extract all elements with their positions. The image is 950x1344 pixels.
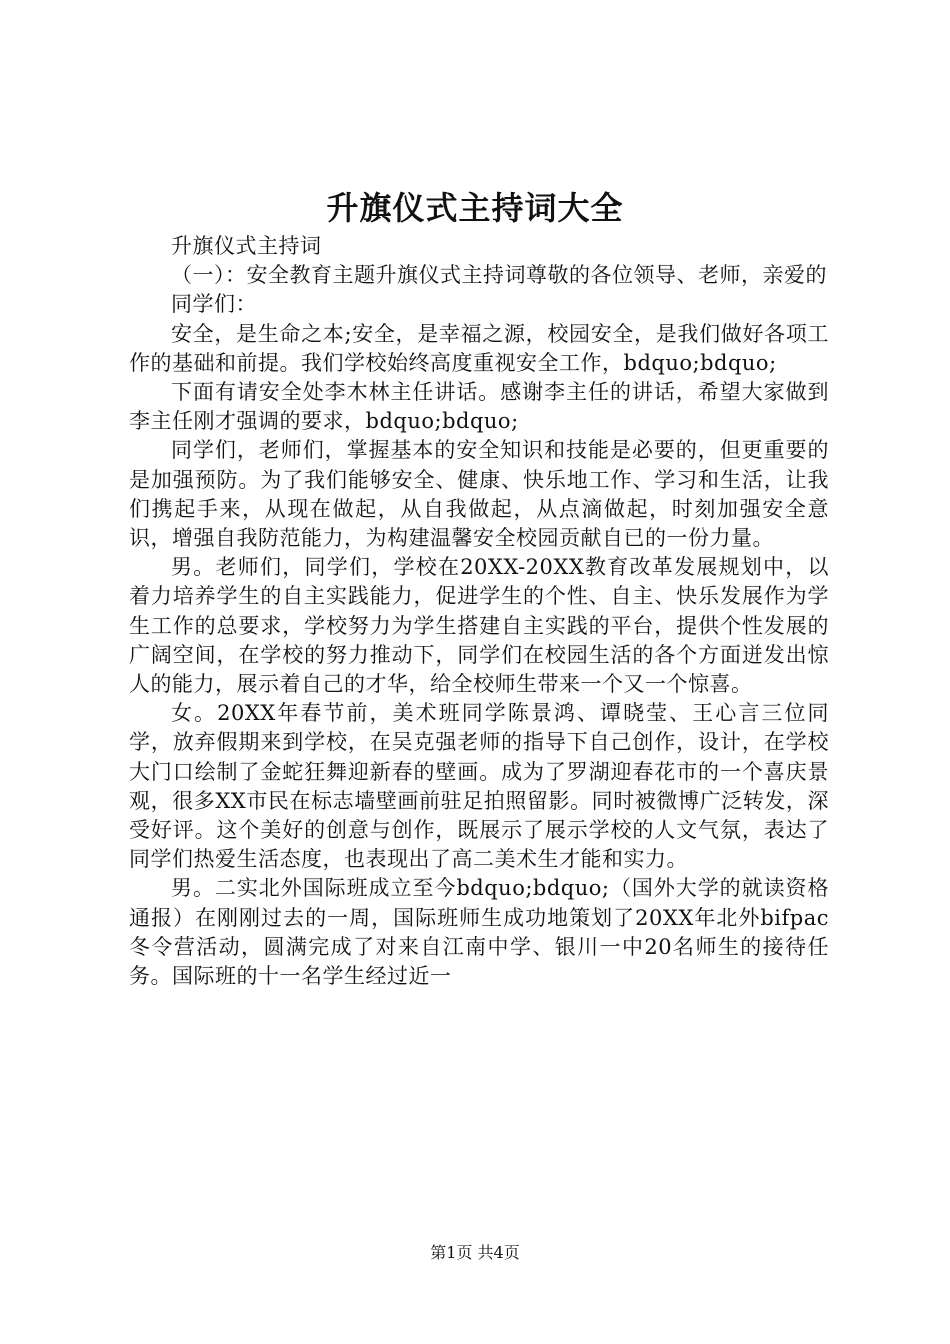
paragraph: 男。老师们，同学们，学校在20XX-20XX教育改革发展规划中，以着力培养学生的自主实践能力，促进学生的个性、自主、快乐发展作为学生工作的总要求，学校努力为学生搭建自主实践的平台，提供个性发展的广阔空间，在学校的努力推动下，同学们在校园生活的各个方面迸发出惊人的能力，展示着自己的才华，给全校师生带来一个又一个惊喜。 xyxy=(129,555,829,697)
page-number: 第1页 共4页 xyxy=(430,1243,520,1262)
paragraph: 同学们，老师们，掌握基本的安全知识和技能是必要的，但更重要的是加强预防。为了我们能够安全、健康、快乐地工作、学习和生活，让我们携起手来，从现在做起，从自我做起，从点滴做起，时刻加强安全意识，增强自我防范能力，为构建温馨安全校园贡献自已的一份力量。 xyxy=(129,438,829,551)
paragraph: 安全，是生命之本;安全，是幸福之源，校园安全，是我们做好各项工作的基础和前提。我们学校始终高度重视安全工作，bdquo;bdquo; xyxy=(129,321,829,375)
paragraph-heading: 升旗仪式主持词 xyxy=(171,234,322,258)
paragraph: 下面有请安全处李木林主任讲话。感谢李主任的讲话，希望大家做到李主任刚才强调的要求，bdquo;bdquo; xyxy=(129,380,829,434)
document-body xyxy=(129,232,829,991)
paragraph: 男。二实北外国际班成立至今bdquo;bdquo;（国外大学的就读资格通报）在刚刚过去的一周，国际班师生成功地策划了20XX年北外bifpac冬令营活动，圆满完成了对来自江南中学、银川一中20名师生的接待任务。国际班的十一名学生经过近一 xyxy=(129,876,829,989)
paragraph: 同学们： xyxy=(171,292,257,317)
page-title: 升旗仪式主持词大全 xyxy=(326,189,624,227)
paragraph: 女。20XX年春节前，美术班同学陈景鸿、谭晓莹、王心言三位同学，放弃假期来到学校，在吴克强老师的指导下自己创作，设计，在学校大门口绘制了金蛇狂舞迎新春的壁画。成为了罗湖迎春花市的一个喜庆景观，很多XX市民在标志墙壁画前驻足拍照留影。同时被微博广泛转发，深受好评。这个美好的创意与创作，既展示了展示学校的人文气氛，表达了同学们热爱生活态度，也表现出了高二美术生才能和实力。 xyxy=(129,701,829,872)
paragraph: （一）：安全教育主题升旗仪式主持词尊敬的各位领导、老师，亲爱的 xyxy=(171,263,827,288)
